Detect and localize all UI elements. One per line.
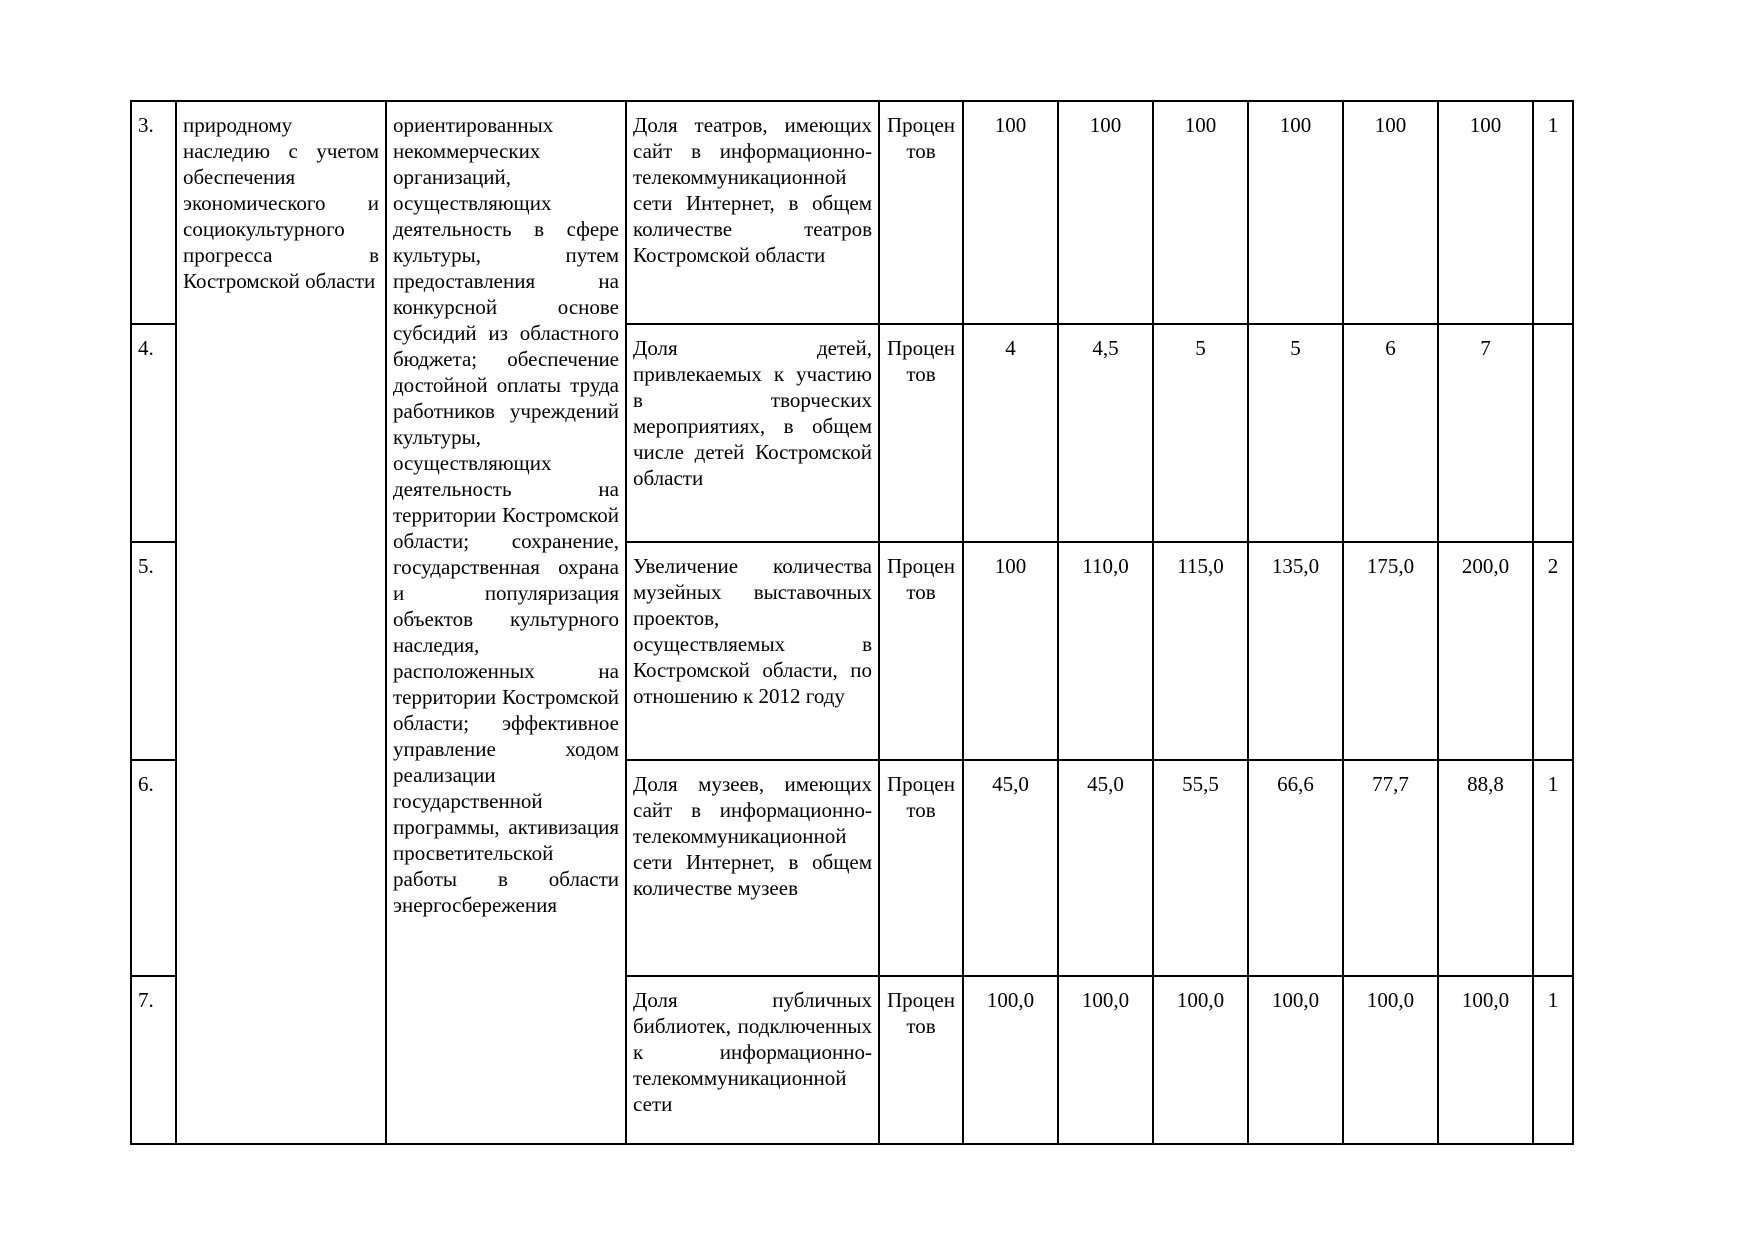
unit-cell: Процентов xyxy=(879,324,963,542)
tasks-text: ориентированных некоммерческих организаций, осуществляющих деятельность в сфере культуры, путем предоставления на конкурсной основе субсидий из областного бюджета; обеспечение достойной оплаты труда работников учреждений культуры, осуществляющих деятельность на территории Костромской области; сохранение, государственная охрана и популяризация объектов культурного наследия, расположенных на территории Костромской области; эффективное управление ходом реализации государственной программы, активизация просветительской работы в области энергосбережения xyxy=(393,113,619,917)
value-cell: 100 xyxy=(1153,101,1248,324)
value-cell: 100 xyxy=(963,542,1058,760)
row-number: 6. xyxy=(131,760,176,976)
unit-cell: Процентов xyxy=(879,976,963,1144)
value-cell: 100 xyxy=(1438,101,1533,324)
value-cell: 100 xyxy=(1248,101,1343,324)
row-number: 3. xyxy=(131,101,176,324)
value-cell: 100,0 xyxy=(963,976,1058,1144)
value-cell: 5 xyxy=(1248,324,1343,542)
value-cell-clipped: 1 xyxy=(1533,976,1573,1144)
unit-cell: Процентов xyxy=(879,760,963,976)
indicator-cell: Доля музеев, имеющих сайт в информационно-телекоммуникационной сети Интернет, в общем количестве музеев xyxy=(626,760,879,976)
row-number: 7. xyxy=(131,976,176,1144)
value-cell: 55,5 xyxy=(1153,760,1248,976)
value-cell: 100,0 xyxy=(1438,976,1533,1144)
value-cell: 175,0 xyxy=(1343,542,1438,760)
indicator-cell: Доля детей, привлекаемых к участию в творческих мероприятиях, в общем числе детей Костромской области xyxy=(626,324,879,542)
value-cell: 45,0 xyxy=(963,760,1058,976)
value-cell: 100,0 xyxy=(1153,976,1248,1144)
value-cell: 100,0 xyxy=(1058,976,1153,1144)
value-cell-clipped xyxy=(1533,324,1573,542)
value-cell: 100,0 xyxy=(1343,976,1438,1144)
indicator-cell: Доля публичных библиотек, подключенных к информационно-телекоммуникационной сети xyxy=(626,976,879,1144)
program-indicators-table xyxy=(130,100,1574,1145)
value-cell-clipped: 1 xyxy=(1533,101,1573,324)
indicator-cell: Увеличение количества музейных выставочных проектов, осуществляемых в Костромской области, по отношению к 2012 году xyxy=(626,542,879,760)
value-cell: 135,0 xyxy=(1248,542,1343,760)
unit-cell: Процентов xyxy=(879,542,963,760)
value-cell-clipped: 1 xyxy=(1533,760,1573,976)
value-cell: 200,0 xyxy=(1438,542,1533,760)
value-cell: 45,0 xyxy=(1058,760,1153,976)
value-cell: 7 xyxy=(1438,324,1533,542)
value-cell: 100 xyxy=(1058,101,1153,324)
value-cell: 6 xyxy=(1343,324,1438,542)
value-cell: 110,0 xyxy=(1058,542,1153,760)
value-cell: 115,0 xyxy=(1153,542,1248,760)
unit-cell: Процентов xyxy=(879,101,963,324)
value-cell: 77,7 xyxy=(1343,760,1438,976)
value-cell: 4,5 xyxy=(1058,324,1153,542)
value-cell: 88,8 xyxy=(1438,760,1533,976)
row-number: 4. xyxy=(131,324,176,542)
tasks-text-cell xyxy=(386,101,626,1144)
goal-text-cell: природному наследию с учетом обеспечения экономического и социокультурного прогресса в Костромской области xyxy=(176,101,386,1144)
row-number: 5. xyxy=(131,542,176,760)
value-cell: 4 xyxy=(963,324,1058,542)
value-cell-clipped: 2 xyxy=(1533,542,1573,760)
value-cell: 100 xyxy=(963,101,1058,324)
value-cell: 66,6 xyxy=(1248,760,1343,976)
value-cell: 100 xyxy=(1343,101,1438,324)
value-cell: 100,0 xyxy=(1248,976,1343,1144)
value-cell: 5 xyxy=(1153,324,1248,542)
indicator-cell: Доля театров, имеющих сайт в информационно-телекоммуникационной сети Интернет, в общем количестве театров Костромской области xyxy=(626,101,879,324)
